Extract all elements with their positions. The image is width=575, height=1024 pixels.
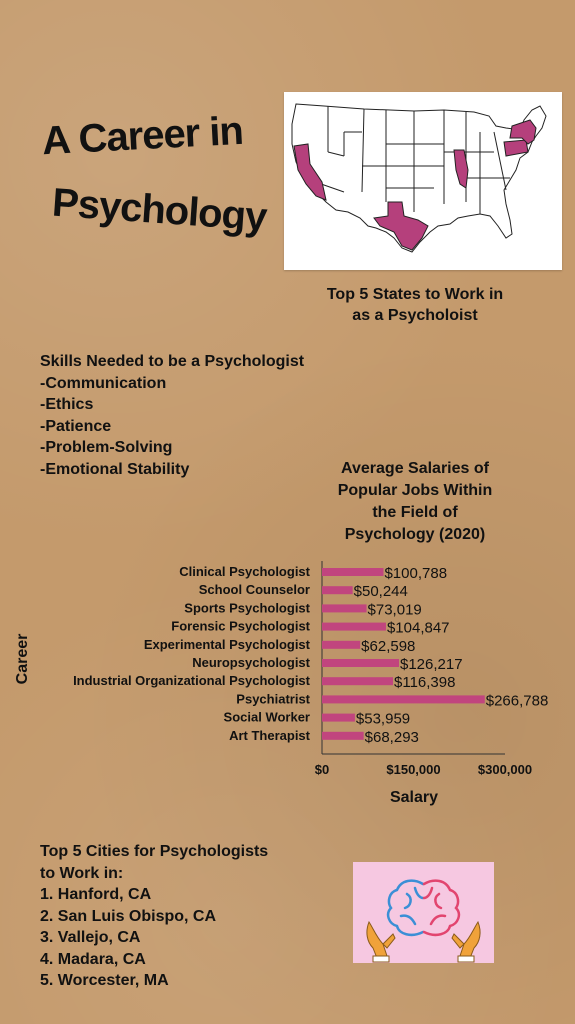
category-label: Sports Psychologist: [184, 600, 310, 616]
value-label: $50,244: [353, 583, 408, 601]
chart-title-line: Popular Jobs Within: [337, 482, 493, 499]
us-map: [284, 92, 562, 270]
chart-title-line: Average Salaries of: [341, 460, 489, 477]
page-title: [38, 100, 278, 260]
title-line-2: Psychology: [50, 180, 268, 240]
skills-section: [40, 351, 304, 480]
value-label: $104,847: [386, 619, 450, 637]
title-line-1: A Career in: [40, 108, 244, 164]
value-label: $73,019: [367, 601, 422, 619]
city-item: 1. Hanford, CA: [40, 886, 152, 903]
cities-heading-line-1: Top 5 Cities for Psychologists: [40, 843, 269, 860]
skill-item: -Emotional Stability: [40, 460, 190, 478]
skill-item: -Communication: [40, 374, 167, 392]
skill-item: -Problem-Solving: [40, 439, 173, 456]
value-label: $62,598: [361, 637, 416, 655]
cities-heading-line-2: to Work in:: [40, 864, 124, 882]
salary-bar: [322, 732, 364, 740]
value-label: $68,293: [364, 728, 419, 746]
salary-bar-chart: [0, 555, 575, 810]
cities-section: [40, 841, 268, 992]
chart-title-line: the Field of: [372, 504, 458, 521]
category-label: Clinical Psychologist: [179, 564, 310, 579]
map-caption: [300, 284, 530, 326]
category-label: Forensic Psychologist: [171, 618, 310, 634]
category-label: Industrial Organizational Psychologist: [73, 673, 310, 689]
us-map-icon: [284, 92, 562, 270]
salary-bar: [322, 568, 383, 576]
x-axis-title: Salary: [389, 789, 439, 806]
category-label: Experimental Psychologist: [143, 636, 310, 652]
map-caption-line-1: Top 5 States to Work in: [326, 286, 504, 303]
brain-hands-icon: [353, 862, 494, 963]
city-item: 4. Madara, CA: [40, 950, 146, 968]
city-item: 3. Vallejo, CA: [40, 929, 141, 946]
value-label: $53,959: [355, 710, 411, 728]
salary-bar: [322, 695, 485, 703]
chart-title: [318, 458, 512, 546]
category-label: Psychiatrist: [236, 691, 310, 707]
chart-title-line: Psychology (2020): [344, 526, 486, 543]
category-label: Social Worker: [223, 709, 310, 725]
category-label: School Counselor: [198, 582, 310, 598]
value-label: $126,217: [399, 656, 463, 673]
x-tick-label: $0: [314, 762, 330, 777]
salary-bar: [322, 586, 353, 594]
salary-bar: [322, 641, 360, 649]
salary-bar: [322, 623, 386, 631]
skills-heading: Skills Needed to be a Psychologist: [40, 353, 305, 370]
x-tick-label: $300,000: [477, 762, 533, 777]
city-item: 5. Worcester, MA: [40, 972, 169, 989]
salary-bar: [322, 604, 367, 612]
brain-illustration: [353, 862, 494, 963]
city-item: 2. San Luis Obispo, CA: [40, 907, 217, 925]
value-label: $116,398: [394, 674, 456, 692]
skill-item: -Ethics: [40, 396, 94, 413]
salary-bar: [322, 677, 393, 685]
category-label: Art Therapist: [229, 727, 310, 743]
value-label: $266,788: [485, 692, 549, 710]
map-caption-line-2: as a Psycholoist: [352, 307, 478, 324]
category-label: Neuropsychologist: [192, 655, 310, 670]
y-axis-title: Career: [14, 633, 31, 685]
value-label: $100,788: [384, 565, 448, 582]
x-tick-label: $150,000: [386, 762, 441, 777]
skill-item: -Patience: [40, 417, 112, 435]
salary-bar: [322, 659, 399, 667]
salary-bar: [322, 714, 355, 722]
